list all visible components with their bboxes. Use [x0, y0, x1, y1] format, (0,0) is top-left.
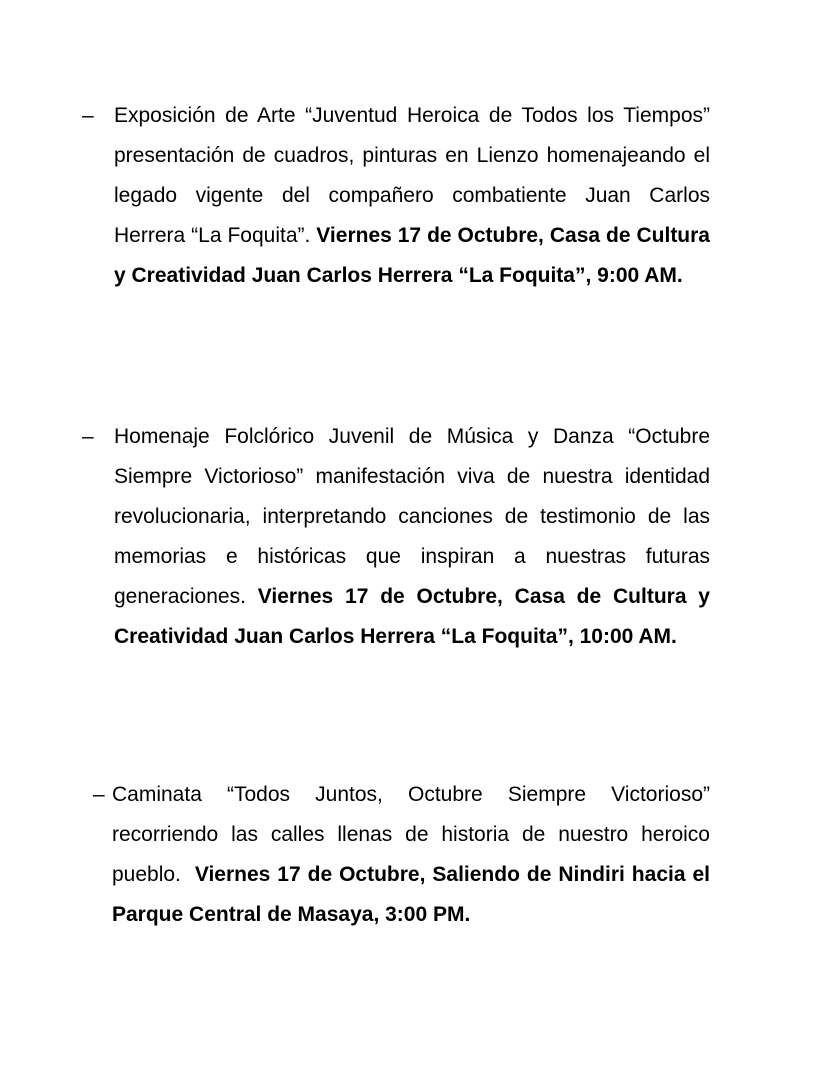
bullet-dash-marker: – — [82, 104, 94, 127]
list-item-bold-run: Viernes 17 de Octubre, Saliendo de Nindiri hacia el Parque Central de Masaya, 3:00 PM. — [112, 863, 710, 926]
list-item-text — [114, 96, 710, 296]
bullet-dash-marker: – — [93, 783, 105, 806]
list-item-text — [114, 417, 710, 657]
document-body — [82, 96, 710, 935]
list-item-bold-run: Viernes 17 de Octubre, Casa de Cultura y Creatividad Juan Carlos Herrera “La Foquita”, 10:00 AM. — [114, 585, 710, 648]
bullet-dash-marker: – — [82, 425, 94, 448]
list-item-bold-run: Viernes 17 de Octubre, Casa de Cultura y Creatividad Juan Carlos Herrera “La Foquita”, 9:00 AM. — [114, 224, 710, 287]
list-item-normal-run: Exposición de Arte “Juventud Heroica de Todos los Tiempos” presentación de cuadros, pinturas en Lienzo homenajeando el legado vigente del compañero combatiente Juan Carlos Herrera “La Foquita”. — [114, 104, 710, 247]
paragraph-spacer — [82, 657, 710, 775]
list-item-text — [112, 775, 710, 935]
list-item — [82, 417, 710, 657]
list-item — [82, 96, 710, 296]
list-item — [82, 775, 710, 935]
list-item-normal-run: Homenaje Folclórico Juvenil de Música y Danza “Octubre Siempre Victorioso” manifestación viva de nuestra identidad revolucionaria, interpretando canciones de testimonio de las memorias e históricas que inspiran a nuestras futuras generaciones. — [114, 425, 710, 608]
paragraph-spacer — [82, 296, 710, 417]
list-item-normal-run: Caminata “Todos Juntos, Octubre Siempre Victorioso” recorriendo las calles llenas de historia de nuestro heroico pueblo. — [112, 783, 710, 886]
